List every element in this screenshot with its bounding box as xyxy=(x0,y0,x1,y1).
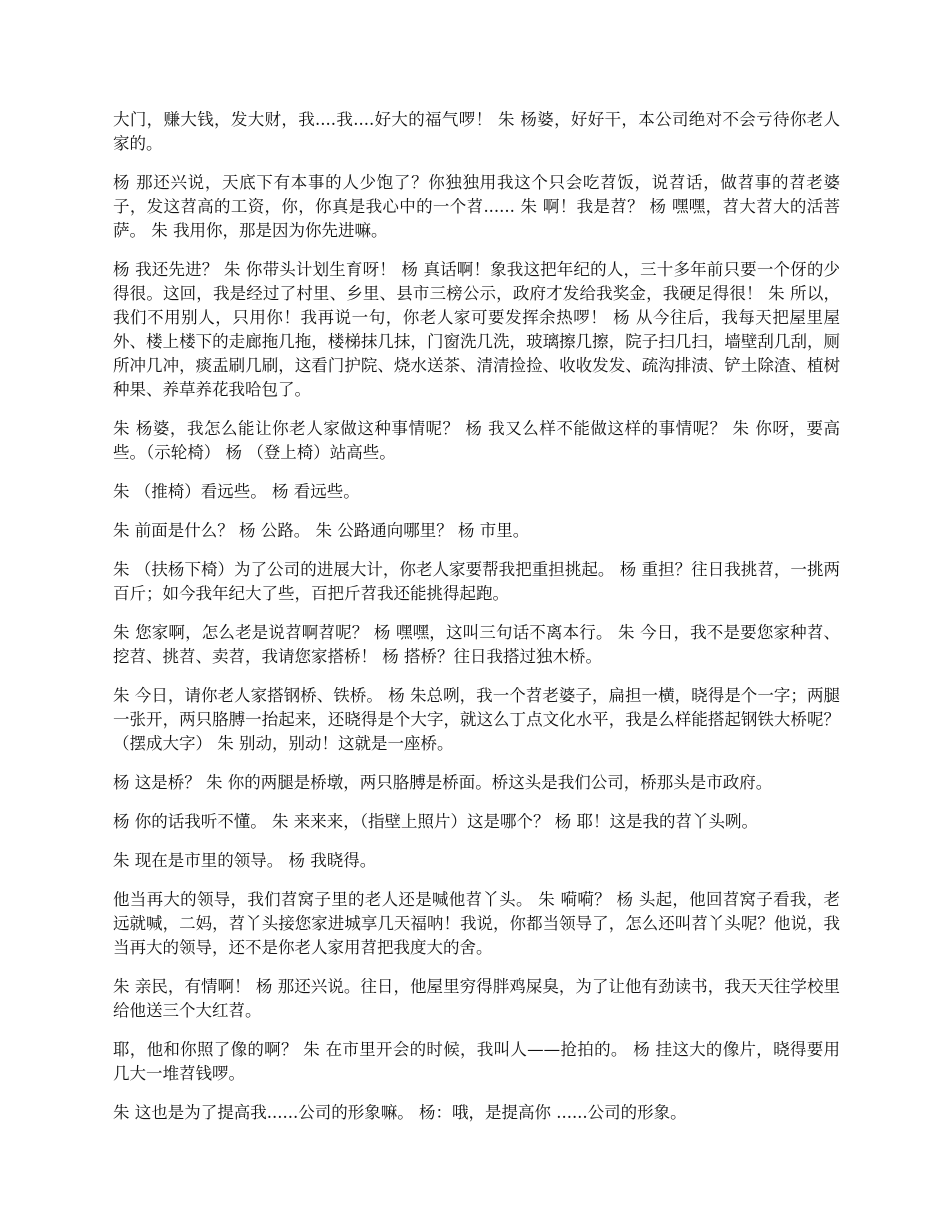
paragraph-11: 杨 你的话我听不懂。 朱 来来来，（指壁上照片）这是哪个？ 杨 耶！这是我的苕丫头咧。 xyxy=(113,812,758,831)
paragraph-16: 朱 这也是为了提高我......公司的形象嘛。 杨：哦，是提高你 ......公司的形象。 xyxy=(113,1103,687,1122)
document-body xyxy=(113,108,840,1140)
paragraph-4: 朱 杨婆，我怎么能让你老人家做这种事情呢？ 杨 我又么样不能做这样的事情呢？ 朱 你呀，要高些。（示轮椅） 杨 （登上椅）站高些。 xyxy=(113,419,840,462)
paragraph-9: 朱 今日，请你老人家搭钢桥、铁桥。 杨 朱总咧，我一个苕老婆子，扁担一横，晓得是个一字；两腿一张开，两只胳膊一抬起来，还晓得是个大字，就这么丁点文化水平，我是么样能搭起钢铁大桥呢？（摆成大字） 朱 别动，别动！这就是一座桥。 xyxy=(113,686,840,753)
paragraph-12: 朱 现在是市里的领导。 杨 我晓得。 xyxy=(113,851,377,870)
paragraph-8: 朱 您家啊，怎么老是说苕啊苕呢？ 杨 嘿嘿，这叫三句话不离本行。 朱 今日，我不是要您家种苕、挖苕、挑苕、卖苕，我请您家搭桥！ 杨 搭桥？往日我搭过独木桥。 xyxy=(113,623,840,666)
paragraph-2: 杨 那还兴说，天底下有本事的人少饱了？你独独用我这个只会吃苕饭，说苕话，做苕事的苕老婆子，发这苕高的工资，你，你真是我心中的一个苕...... 朱 啊！我是苕？ 杨 嘿嘿，苕大苕大的活菩萨。 朱 我用你，那是因为你先进嘛。 xyxy=(113,173,840,240)
paragraph-3: 杨 我还先进？ 朱 你带头计划生育呀！ 杨 真话啊！象我这把年纪的人，三十多年前只要一个伢的少得很。这回，我是经过了村里、乡里、县市三榜公示，政府才发给我奖金，我硬足得很！ 朱 所以，我们不用别人，只用你！我再说一句，你老人家可要发挥余热啰！ 杨 从今往后，我每天把屋里屋外、楼上楼下的走廊拖几拖，楼梯抹几抹，门窗洗几洗，玻璃擦几擦，院子扫几扫，墙壁刮几刮，厕所冲几冲，痰盂刷几刷，这看门护院、烧水送茶、清清捡捡、收收发发、疏沟排渍、铲土除渣、植树种果、养草养花我哈包了。 xyxy=(113,260,840,399)
paragraph-5: 朱 （推椅）看远些。 杨 看远些。 xyxy=(113,482,360,501)
paragraph-6: 朱 前面是什么？ 杨 公路。 朱 公路通向哪里？ 杨 市里。 xyxy=(113,521,530,540)
paragraph-1: 大门，赚大钱，发大财，我....我....好大的福气啰！ 朱 杨婆，好好干，本公司绝对不会亏待你老人家的。 xyxy=(113,110,840,153)
paragraph-14: 朱 亲民，有情啊！ 杨 那还兴说。往日，他屋里穷得胖鸡屎臭，为了让他有劲读书，我天天往学校里给他送三个大红苕。 xyxy=(113,977,840,1020)
paragraph-10: 杨 这是桥？ 朱 你的两腿是桥墩，两只胳膊是桥面。桥这头是我们公司，桥那头是市政府。 xyxy=(113,773,773,792)
paragraph-13: 他当再大的领导，我们苕窝子里的老人还是喊他苕丫头。 朱 嗬嗬？ 杨 头起，他回苕窝子看我，老远就喊，二妈，苕丫头接您家进城享几天福呐！我说，你都当领导了，怎么还叫苕丫头呢？他说，我当再大的领导，还不是你老人家用苕把我度大的舍。 xyxy=(113,890,840,957)
paragraph-7: 朱 （扶杨下椅）为了公司的进展大计，你老人家要帮我把重担挑起。 杨 重担？往日我挑苕，一挑两百斤；如今我年纪大了些，百把斤苕我还能挑得起跑。 xyxy=(113,560,840,603)
paragraph-15: 耶，他和你照了像的啊？ 朱 在市里开会的时候，我叫人——抢拍的。 杨 挂这大的像片，晓得要用几大一堆苕钱啰。 xyxy=(113,1040,840,1083)
